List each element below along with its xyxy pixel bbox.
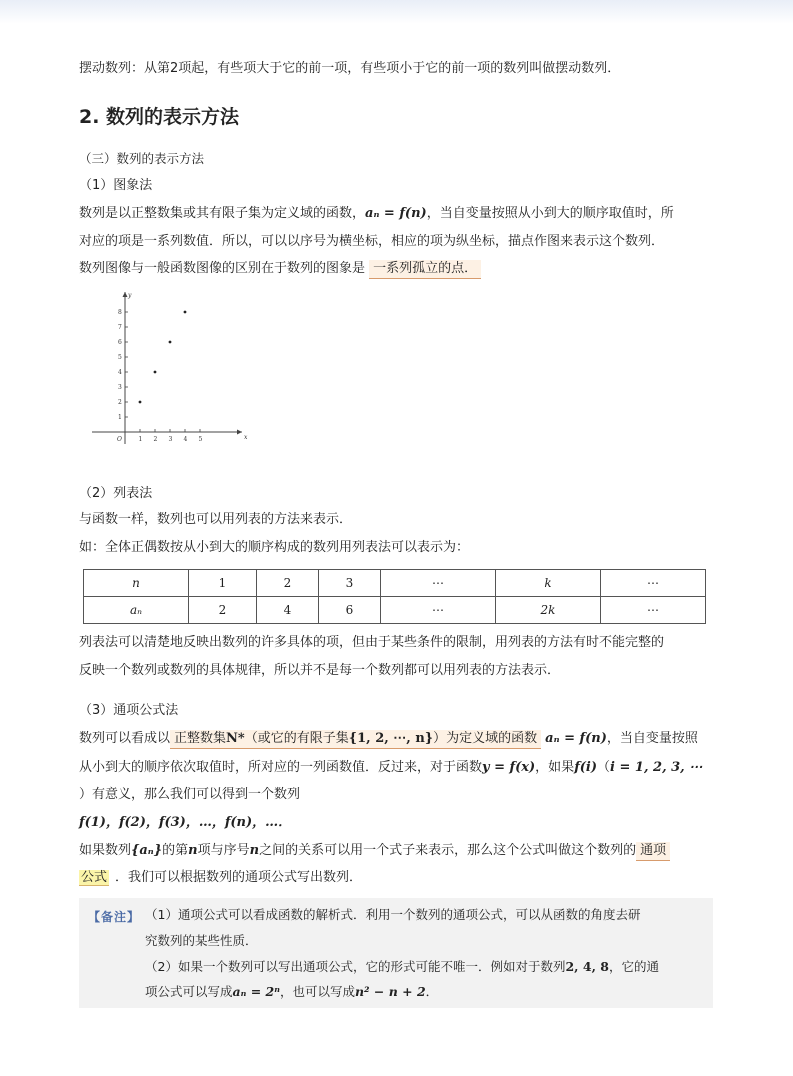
text: ）为定义域的函数 [433, 731, 538, 746]
formula-method-line5 [79, 842, 670, 861]
note-line: 究数列的某些性质． [145, 933, 258, 948]
text: 从小到大的顺序依次取值时，所对应的一列函数值．反过来，对于函数 [79, 760, 483, 775]
text: 数列图像与一般函数图像的区别在于数列的图象是 [79, 261, 366, 276]
text: （或它的有限子集 [244, 731, 349, 746]
text: （ [597, 760, 611, 775]
y-axis-arrow [123, 292, 128, 297]
data-point [139, 401, 142, 404]
note-line [145, 958, 659, 976]
table-method-after1: 列表法可以清楚地反映出数列的许多具体的项，但由于某些条件的限制，用列表的方法有时不能完整的 [79, 635, 665, 650]
note-line: （1）通项公式可以看成函数的解析式．利用一个数列的通项公式，可以从函数的角度去研 [145, 907, 641, 922]
table-cell: 2 [257, 570, 319, 597]
table-method-line1: 与函数一样，数列也可以用列表的方法来表示． [79, 512, 353, 527]
table-cell: ⋯ [381, 570, 496, 597]
y-tick-label: 2 [118, 399, 122, 406]
origin-label: O [117, 436, 122, 443]
formula-method-heading: （3）通项公式法 [79, 703, 179, 718]
formula: {1, 2, ⋯, n} [348, 731, 434, 746]
formula: N* [226, 731, 245, 746]
formula-method-line2 [79, 759, 702, 777]
formula: n [188, 843, 198, 858]
text: ，也可以写成 [279, 984, 355, 999]
data-point [169, 341, 172, 344]
table-cell: 1 [189, 570, 257, 597]
table-cell: n [84, 570, 189, 597]
page-header-band [0, 0, 793, 24]
text: 之间的关系可以用一个式子来表示，那么这个公式叫做这个数列的 [259, 843, 637, 858]
formula: y = f(x) [482, 760, 536, 775]
formula-method-line3: ）有意义，那么我们可以得到一个数列 [79, 787, 301, 802]
formula: f(i) [574, 760, 598, 775]
answer-highlight [170, 730, 541, 749]
x-axis-arrow [237, 430, 242, 435]
answer-highlight: 通项 [636, 842, 670, 861]
x-tick-label: 3 [168, 436, 173, 443]
formula: n [249, 843, 260, 858]
y-tick-label: 5 [118, 354, 122, 361]
subsection-title: （三）数列的表示方法 [79, 151, 205, 166]
y-tick-label: 3 [118, 384, 122, 391]
text: ，如果 [535, 760, 575, 775]
text: 项与序号 [197, 843, 250, 858]
note-box [79, 898, 713, 1008]
text: 项公式可以写成 [145, 984, 233, 999]
answer-highlight: 一系列孤立的点． [369, 260, 481, 279]
sequence-scatter-chart [90, 288, 250, 448]
table-cell: 3 [319, 570, 381, 597]
table-cell: ⋯ [381, 597, 496, 624]
table-cell: k [496, 570, 601, 597]
table-cell: ⋯ [601, 597, 706, 624]
x-tick-label: 2 [153, 436, 158, 443]
y-tick-label: 8 [118, 309, 122, 316]
intro-line: 摆动数列：从第2项起，有些项大于它的前一项，有些项小于它的前一项的数列叫做摆动数列． [79, 61, 621, 76]
x-tick-label: 5 [198, 436, 203, 443]
text: ．我们可以根据数列的通项公式写出数列． [115, 870, 363, 885]
text: ，当自变量按照从小到大的顺序取值时，所 [426, 206, 674, 221]
y-tick-label: 4 [118, 369, 122, 376]
graph-method-line1 [79, 205, 674, 223]
data-point [184, 311, 187, 314]
text: 如果数列 [79, 843, 132, 858]
text: ，它的通 [608, 959, 659, 974]
note-line [145, 983, 438, 1001]
formula: aₙ = f(n) [545, 731, 607, 746]
text: 数列是以正整数集或其有限子集为定义域的函数， [79, 206, 366, 221]
table-cell: aₙ [84, 597, 189, 624]
y-tick-label: 7 [118, 324, 122, 331]
formula: n² − n + 2 [354, 984, 426, 999]
graph-method-heading: （1）图象法 [79, 178, 153, 193]
table-cell: 6 [319, 597, 381, 624]
formula: {aₙ} [131, 843, 163, 858]
answer-highlight: 公式 [81, 870, 108, 885]
formula: i = 1, 2, 3, ⋯ [610, 760, 703, 775]
text: ． [425, 984, 439, 999]
graph-method-line3 [79, 260, 481, 279]
y-tick-label: 1 [118, 414, 122, 421]
data-point [154, 371, 157, 374]
formula: aₙ = f(n) [365, 206, 427, 221]
graph-method-line2: 对应的项是一系列数值．所以，可以以序号为横坐标，相应的项为纵坐标，描点作图来表示这个数列． [79, 234, 665, 249]
formula-method-line6 [79, 869, 362, 887]
table-method-line2: 如：全体正偶数按从小到大的顺序构成的数列用列表法可以表示为： [79, 540, 470, 555]
text: （2）如果一个数列可以写出通项公式，它的形式可能不唯一．例如对于数列 [145, 959, 566, 974]
table-method-after2: 反映一个数列或数列的具体规律，所以并不是每一个数列都可以用列表的方法表示． [79, 663, 561, 678]
text: 的第 [162, 843, 189, 858]
text: 正整数集 [174, 731, 227, 746]
x-axis-label: x [244, 434, 248, 441]
table-cell: ⋯ [601, 570, 706, 597]
sequence-table [83, 569, 706, 624]
formula-method-line4: f(1)，f(2)，f(3)，…，f(n)，…． [79, 815, 292, 830]
table-row [84, 570, 706, 597]
formula: aₙ = 2ⁿ [232, 984, 280, 999]
text: 数列可以看成以 [79, 731, 171, 746]
formula: 2, 4, 8 [565, 959, 609, 974]
table-cell: 4 [257, 597, 319, 624]
section-title: 2. 数列的表示方法 [79, 106, 240, 128]
formula-method-line1 [79, 730, 698, 749]
y-axis-label: y [128, 292, 132, 299]
note-tag: 【备注】 [88, 910, 141, 924]
table-method-heading: （2）列表法 [79, 486, 153, 501]
x-tick-label: 1 [138, 436, 143, 443]
table-cell: 2 [189, 597, 257, 624]
table-row [84, 597, 706, 624]
y-tick-label: 6 [118, 339, 122, 346]
table-cell: 2k [496, 597, 601, 624]
text: ，当自变量按照 [606, 731, 698, 746]
x-tick-label: 4 [183, 436, 188, 443]
